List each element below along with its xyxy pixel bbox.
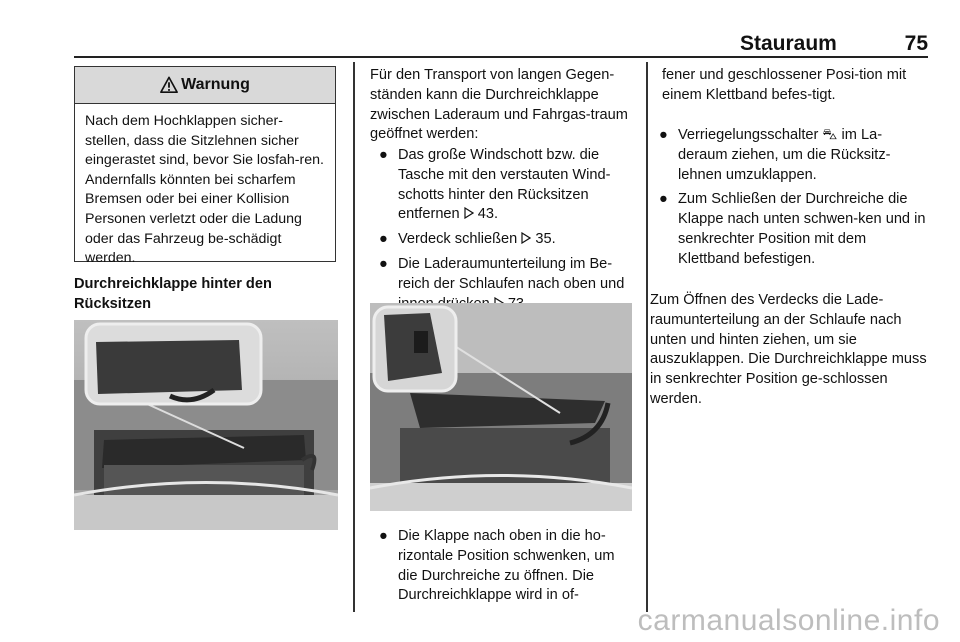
list-item bbox=[370, 527, 636, 606]
bullet-text: Die Klappe nach oben in die ho-rizontale Position schwenken, um die Durchreiche zu öffnen. Die Durchreichklappe wird in of- bbox=[398, 528, 615, 604]
bullet-dot: ● bbox=[659, 127, 668, 143]
warning-box bbox=[74, 66, 336, 267]
seat-release-symbol-icon: ⛍ bbox=[822, 127, 838, 143]
photo-trunk-passthrough bbox=[74, 320, 338, 530]
photo-trunk-flap bbox=[370, 303, 632, 511]
bullet-text-continued: im La-deraum ziehen, um die Rücksitz-lehnen umzuklappen. bbox=[678, 127, 891, 183]
warning-title: Warnung bbox=[181, 76, 250, 93]
section-title: Stauraum bbox=[740, 32, 837, 55]
list-item bbox=[370, 146, 636, 225]
page-number: 75 bbox=[904, 32, 928, 55]
bullet-page-ref: 35. bbox=[535, 231, 556, 248]
list-item bbox=[650, 190, 928, 269]
bullet-dot: ● bbox=[379, 147, 388, 163]
bullet-text: Zum Schließen der Durchreiche die Klappe nach unten schwen-ken und in senkrechter Position mit dem Klettband befestigen. bbox=[678, 191, 926, 267]
bullet-page-ref: 43. bbox=[477, 206, 499, 223]
column2-bullet-list-2 bbox=[370, 527, 636, 611]
page-reference-icon bbox=[521, 232, 531, 244]
photo-trunk-flap-illustration bbox=[370, 303, 632, 511]
watermark: carmanualsonline.info bbox=[637, 604, 940, 637]
photo-trunk-illustration bbox=[74, 320, 338, 530]
subheading: Durchreichklappe hinter den Rücksitzen bbox=[74, 276, 272, 312]
bullet-dot: ● bbox=[379, 231, 388, 248]
bullet-text: Das große Windschott bzw. die Tasche mit den verstauten Wind-schotts hinter den Rücksitzen entfernen bbox=[398, 147, 611, 223]
column3-bullet-list bbox=[650, 126, 928, 275]
bullet-dot: ● bbox=[379, 255, 388, 272]
list-item bbox=[370, 230, 636, 250]
bullet-text: Die Laderaumunterteilung im Be-reich der Schlaufen nach oben und bbox=[398, 255, 625, 292]
column3-paragraph: Zum Öffnen des Verdecks die Lade-raumunterteilung an der Schlaufe nach unten und hinten ziehen, um sie auszuklappen. Die Durchreichklappe muss in senkrechter Position ge-schlossen werden. bbox=[650, 292, 927, 407]
header-rule bbox=[74, 56, 928, 58]
warning-header bbox=[75, 67, 335, 104]
column-divider-1 bbox=[353, 62, 355, 612]
bullet-dot: ● bbox=[379, 528, 388, 544]
column3-continuation: fener und geschlossener Posi-tion mit einem Klettband befes-tigt. bbox=[662, 67, 907, 103]
column2-bullet-list bbox=[370, 146, 636, 319]
column-divider-2 bbox=[646, 62, 648, 612]
list-item bbox=[650, 126, 928, 185]
bullet-dot: ● bbox=[659, 191, 668, 208]
bullet-text: Verriegelungsschalter bbox=[678, 127, 819, 143]
column2-intro: Für den Transport von langen Gegen-ständen kann die Durchreichklappe zwischen Laderaum und Fahrgas-traum geöffnet werden: bbox=[370, 67, 628, 143]
warning-triangle-icon bbox=[160, 76, 178, 94]
warning-text: Nach dem Hochklappen sicher-stellen, dass die Sitzlehnen sicher eingerastet sind, bevor Sie losfah-ren. Andernfalls könnten bei scharfem Bremsen oder bei einer Kollision Personen verletzt oder die Ladung oder das Fahrzeug be-schädigt werden. bbox=[85, 113, 324, 267]
page-reference-icon bbox=[464, 207, 474, 219]
bullet-text: Verdeck schließen bbox=[398, 231, 518, 248]
